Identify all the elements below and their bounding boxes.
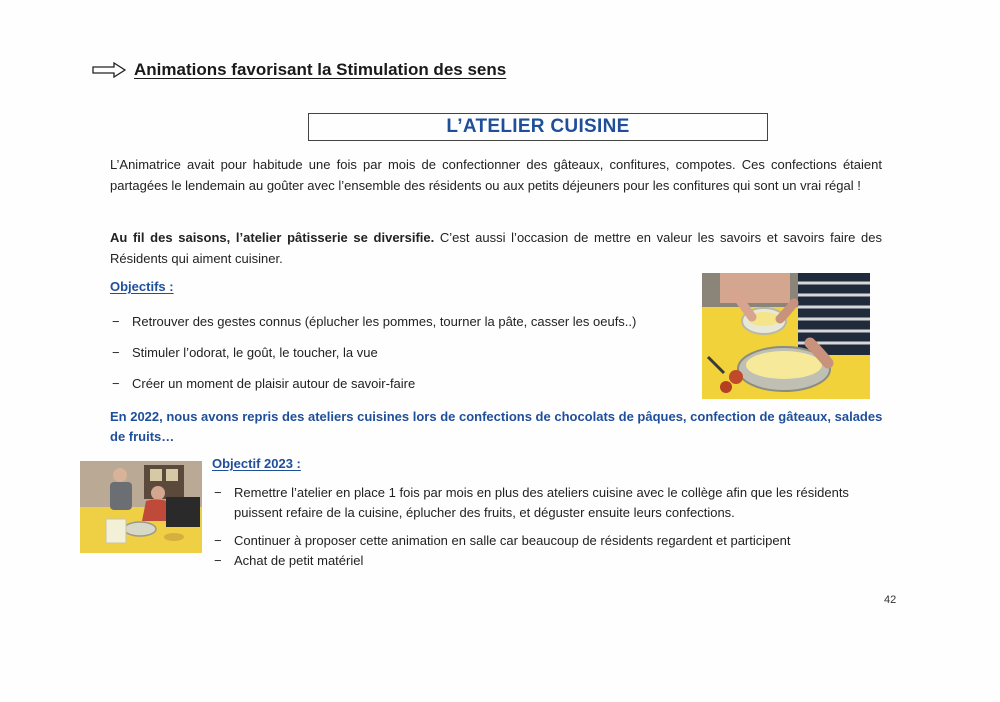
paragraph-2-bold: Au fil des saisons, l’atelier pâtisserie se diversifie. — [110, 230, 435, 245]
list-item: − Retrouver des gestes connus (éplucher les pommes, tourner la pâte, casser les oeufs..) — [112, 311, 636, 332]
list-item: − Stimuler l’odorat, le goût, le toucher, la vue — [112, 342, 636, 363]
paragraph-2-rest: C’est aussi l’occasion de mettre en valeur les savoirs et savoirs faire des Résidents qui aiment cuisiner. — [110, 230, 882, 266]
objectif-2023-list — [214, 483, 874, 579]
objectifs-heading: Objectifs : — [110, 279, 174, 294]
objectifs-list — [112, 311, 636, 404]
dash-bullet: − — [112, 314, 120, 329]
section-title: Animations favorisant la Stimulation des sens — [134, 60, 507, 79]
intro-paragraph-1: L’Animatrice avait pour habitude une fois par mois de confectionner des gâteaux, confitures, compotes. Ces confections étaient partagées le lendemain au goûter avec l’ensemble des résidents ou aux petits déjeuners pour les confitures qui sont un vrai régal ! — [110, 157, 882, 193]
highlight-2022: En 2022, nous avons repris des ateliers cuisines lors de confections de chocolats de pâques, confection de gâteaux, salades de fruits… — [110, 409, 883, 444]
list-item: − Achat de petit matériel — [214, 551, 874, 571]
intro-paragraph-2 — [110, 227, 882, 269]
photo-residents-cooking-table — [80, 461, 202, 553]
objectif-2023-heading: Objectif 2023 : — [212, 456, 301, 471]
dash-bullet: − — [214, 533, 222, 548]
dash-bullet: − — [214, 485, 222, 500]
outline-right-arrow-icon — [92, 62, 126, 78]
page-number: 42 — [884, 594, 897, 606]
photo-mixing-bowl-cooking — [702, 273, 870, 399]
list-item: − Continuer à proposer cette animation en salle car beaucoup de résidents regardent et participent — [214, 531, 874, 551]
section-heading — [92, 60, 506, 80]
banner-title: L’ATELIER CUISINE — [446, 116, 630, 137]
list-item: − Remettre l’atelier en place 1 fois par mois en plus des ateliers cuisine avec le collège afin que les résidents puissent refaire de la cuisine, éplucher des fruits, et déguster ensuite leurs confections. — [214, 485, 849, 520]
dash-bullet: − — [112, 345, 120, 360]
dash-bullet: − — [214, 553, 222, 568]
list-item: − Créer un moment de plaisir autour de savoir-faire — [112, 373, 636, 394]
atelier-banner — [308, 113, 768, 141]
dash-bullet: − — [112, 376, 120, 391]
